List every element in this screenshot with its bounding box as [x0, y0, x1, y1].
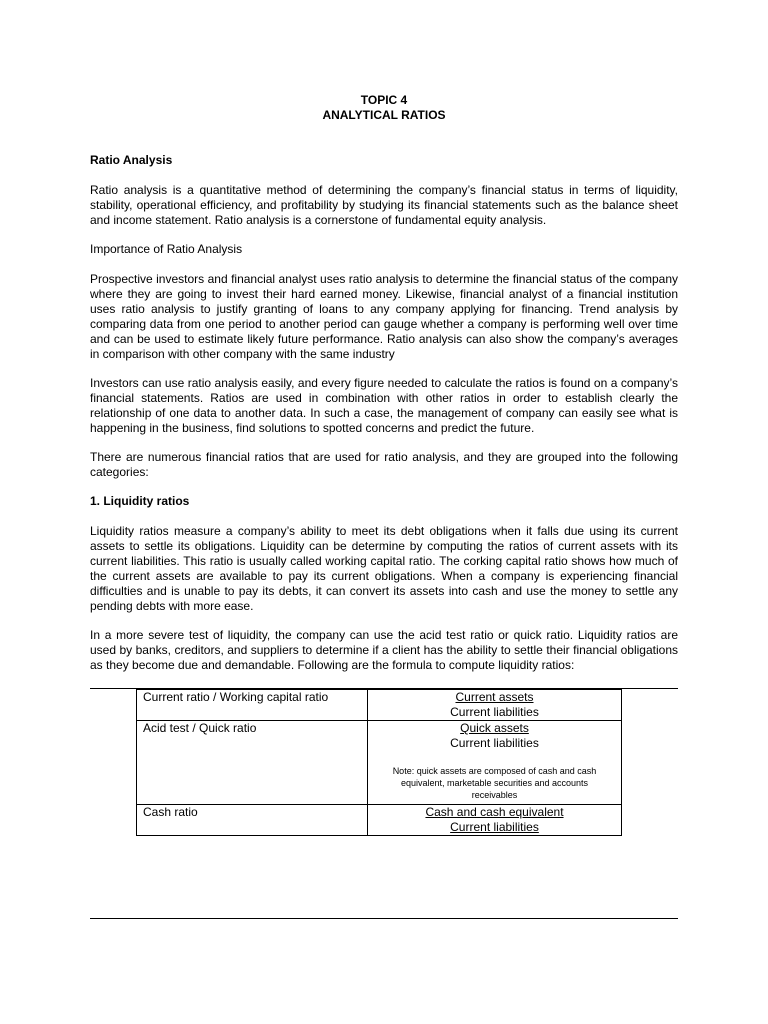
formula-numerator: Quick assets: [460, 721, 529, 735]
severe-test-paragraph: In a more severe test of liquidity, the company can use the acid test ratio or quick ratio. Liquidity ratios are used by banks, creditors, and suppliers to determine if a client has the ability to settle their financial obligations as they become due and demandable. Following are the formula to compute liquidity ratios:: [90, 628, 678, 672]
ratio-name: Current ratio / Working capital ratio: [137, 690, 368, 721]
ratio-formula: [368, 805, 622, 836]
bottom-rule: [90, 918, 678, 919]
ratio-name: Acid test / Quick ratio: [137, 721, 368, 805]
table-row: [137, 690, 622, 721]
liquidity-ratios-table: [136, 689, 622, 836]
ratio-analysis-heading: Ratio Analysis: [90, 153, 173, 167]
formula-denominator: Current liabilities: [450, 820, 539, 834]
formula-numerator: Current assets: [455, 690, 534, 704]
formula-denominator: Current liabilities: [450, 736, 539, 750]
page-title: ANALYTICAL RATIOS: [322, 108, 446, 122]
table-row: [137, 805, 622, 836]
categories-paragraph: There are numerous financial ratios that are used for ratio analysis, and they are grouped into the following categories:: [90, 450, 678, 479]
table-row: [137, 721, 622, 805]
formula-numerator: Cash and cash equivalent: [425, 805, 564, 819]
ratio-formula: [368, 690, 622, 721]
investors-paragraph: Investors can use ratio analysis easily, and every figure needed to calculate the ratios is found on a company’s financial statements. Ratios are used in combination with other ratios in order to establish clearly the relationship of one data to another data. In such a case, the management of company can easily see what is happening in the business, find solutions to spotted concerns and predict the future.: [90, 376, 678, 435]
ratio-formula: [368, 721, 622, 805]
topic-number: TOPIC 4: [360, 93, 408, 107]
formula-denominator: Current liabilities: [450, 705, 539, 719]
liquidity-ratios-heading: 1. Liquidity ratios: [90, 494, 190, 508]
liquidity-paragraph: Liquidity ratios measure a company’s ability to meet its debt obligations when it falls due using its current assets to settle its obligations. Liquidity can be determine by computing the ratios of current assets with its current liabilities. This ratio is usually called working capital ratio. The corking capital ratio shows how much of the current assets are available to pay its current obligations. When a company is experiencing financial difficulties and is unable to pay its debts, it can convert its assets into cash and use the money to settle any pending debts with more ease.: [90, 524, 678, 613]
ratio-name: Cash ratio: [137, 805, 368, 836]
ratio-analysis-paragraph: Ratio analysis is a quantitative method of determining the company’s financial status in terms of liquidity, stability, operational efficiency, and profitability by studying its financial statements such as the balance sheet and income statement. Ratio analysis is a cornerstone of fundamental equity analysis.: [90, 183, 678, 227]
importance-paragraph: Prospective investors and financial analyst uses ratio analysis to determine the financial status of the company where they are going to invest their hard earned money. Likewise, financial analyst of a financial institution uses ratio analysis to justify granting of loans to any company applying for financing. Trend analysis by comparing data from one period to another period can gauge whether a company is performing well over time and can be used to estimate likely future performance. Ratio analysis can also show the company’s averages in comparison with other company with the same industry: [90, 272, 678, 361]
quick-assets-note: Note: quick assets are composed of cash and cash equivalent, marketable securities and accounts receivables: [392, 766, 597, 800]
importance-heading: Importance of Ratio Analysis: [90, 242, 243, 256]
